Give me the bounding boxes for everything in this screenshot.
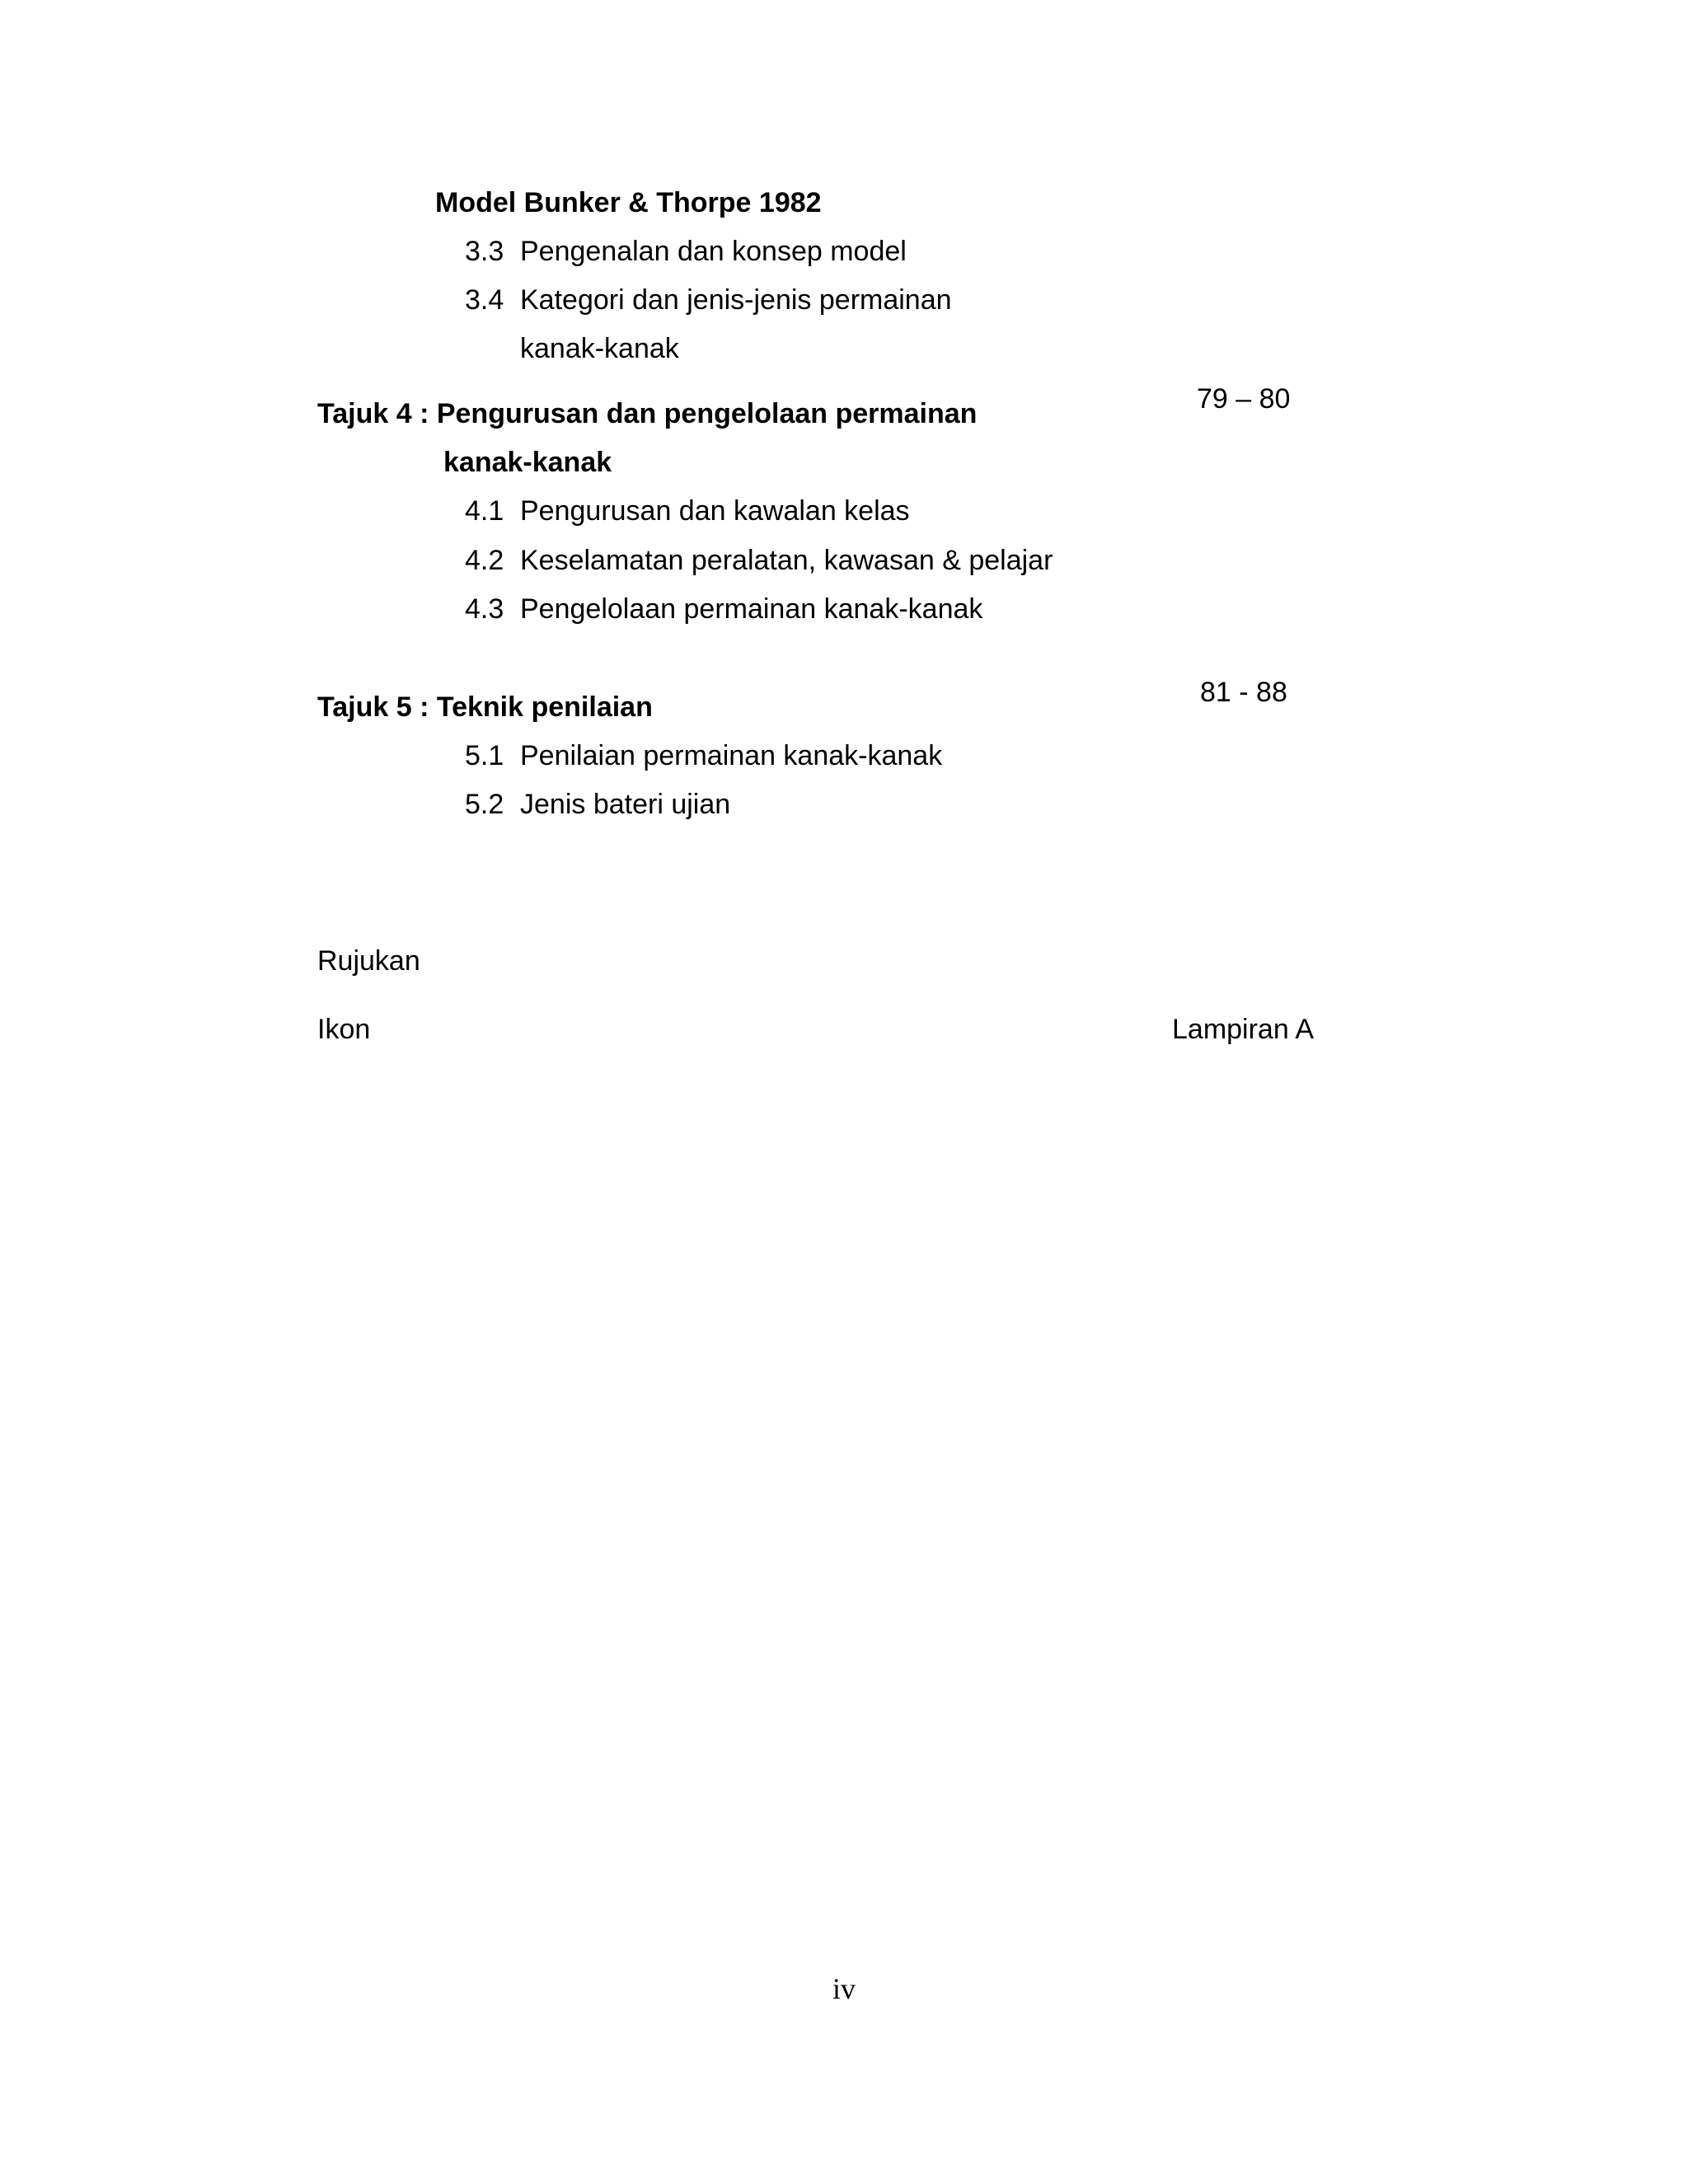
model-heading: Model Bunker & Thorpe 1982	[435, 187, 822, 218]
toc-item-5-2	[465, 788, 730, 821]
toc-item-number: 5.2	[465, 789, 504, 820]
toc-item-3-3	[465, 235, 907, 268]
toc-item-text: Pengelolaan permainan kanak-kanak	[520, 593, 983, 625]
topic5-title: Tajuk 5 : Teknik penilaian	[317, 691, 653, 723]
toc-item-3-4-continuation: kanak-kanak	[520, 333, 679, 364]
toc-item-4-1	[465, 494, 910, 527]
topic5-page-range: 81 - 88	[1200, 677, 1287, 708]
toc-item-text: Keselamatan peralatan, kawasan & pelajar	[520, 545, 1053, 576]
topic4-page-range: 79 – 80	[1197, 383, 1291, 415]
toc-item-text: Kategori dan jenis-jenis permainan	[520, 284, 952, 316]
toc-item-number: 4.1	[465, 495, 504, 527]
toc-item-number: 3.4	[465, 284, 504, 316]
icons-heading: Ikon	[317, 1014, 371, 1045]
toc-item-text: Penilaian permainan kanak-kanak	[520, 740, 943, 771]
topic4-title: Tajuk 4 : Pengurusan dan pengelolaan permainan	[317, 398, 978, 429]
toc-item-4-2	[465, 544, 1053, 577]
toc-item-text: Pengenalan dan konsep model	[520, 236, 907, 267]
toc-item-number: 3.3	[465, 236, 504, 267]
topic4-title-continuation: kanak-kanak	[443, 447, 612, 478]
toc-item-number: 5.1	[465, 740, 504, 771]
references-heading: Rujukan	[317, 945, 420, 977]
toc-item-text: Pengurusan dan kawalan kelas	[520, 495, 910, 527]
toc-item-number: 4.2	[465, 545, 504, 576]
page-number: iv	[832, 1972, 856, 2005]
toc-item-4-3	[465, 593, 982, 626]
toc-item-number: 4.3	[465, 593, 504, 625]
toc-item-text: Jenis bateri ujian	[520, 789, 731, 820]
toc-item-3-4	[465, 284, 952, 316]
toc-item-5-1	[465, 739, 942, 772]
appendix-label: Lampiran A	[1172, 1014, 1314, 1045]
